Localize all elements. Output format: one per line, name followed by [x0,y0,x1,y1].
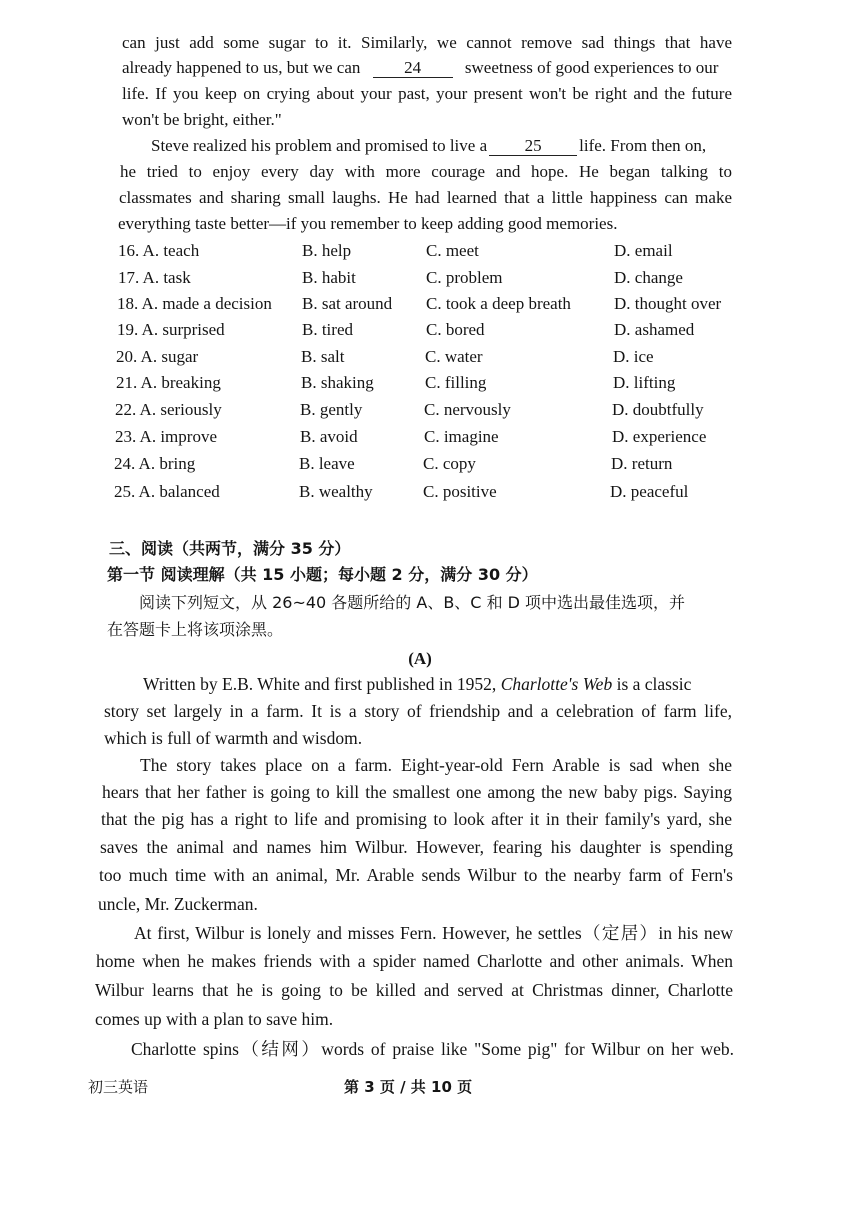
option-a: 20. A. sugar [116,347,199,366]
option-b: B. wealthy [299,482,373,501]
option-a: 23. A. improve [115,427,217,446]
passage-line: that the pig has a right to life and promising to look after it in their family's yard, she [101,809,732,829]
option-d: D. peaceful [610,482,689,501]
passage-line: classmates and sharing small laughs. He had learned that a little happiness can make [119,188,732,207]
section-subheading: 第一节 阅读理解（共 15 小题；每小题 2 分，满分 30 分） [107,565,538,584]
passage-line: which is full of warmth and wisdom. [104,728,363,748]
passage-line: saves the animal and names him Wilbur. However, fearing his daughter is spending [100,837,733,857]
passage-line [122,57,718,79]
option-d: D. thought over [614,294,722,313]
option-b: B. sat around [302,294,393,313]
option-c: C. water [425,347,483,366]
option-d: D. return [611,454,673,473]
option-d: D. ice [613,347,654,366]
passage-text: is a classic [616,674,692,694]
option-a: 24. A. bring [114,454,196,473]
option-a: 18. A. made a decision [117,294,272,313]
option-d: D. experience [612,427,707,446]
option-a: 16. A. teach [118,241,200,260]
blank-24: 24 [373,59,453,78]
option-c: C. filling [425,373,487,392]
option-b: B. habit [302,268,356,287]
option-c: C. nervously [424,400,511,419]
section-heading: 三、阅读（共两节，满分 35 分） [109,539,351,558]
passage-text: Steve realized his problem and promised to live a [151,136,488,155]
option-d: D. ashamed [614,320,695,339]
passage-line: too much time with an animal, Mr. Arable sends Wilbur to the nearby farm of Fern's [99,865,733,885]
passage-line: hears that her father is going to kill the smallest one among the new baby pigs. Saying [102,782,732,802]
passage-line: can just add some sugar to it. Similarly, we cannot remove sad things that have [122,33,732,52]
instruction-line: 阅读下列短文，从 26~40 各题所给的 A、B、C 和 D 项中选出最佳选项，并 [139,593,686,612]
passage-line: comes up with a plan to save him. [95,1009,334,1029]
passage-line: home when he makes friends with a spider named Charlotte and other animals. When [96,951,733,971]
option-b: B. leave [299,454,355,473]
passage-text: life. From then on, [579,136,707,155]
option-b: B. shaking [301,373,374,392]
option-d: D. change [614,268,683,287]
option-d: D. email [614,241,673,260]
option-b: B. tired [302,320,353,339]
blank-25: 25 [489,137,577,156]
option-a: 22. A. seriously [115,400,222,419]
passage-line: The story takes place on a farm. Eight-year-old Fern Arable is sad when she [140,755,732,775]
instruction-line: 在答题卡上将该项涂黑。 [107,620,284,639]
option-a: 19. A. surprised [117,320,225,339]
option-c: C. copy [423,454,476,473]
passage-line [151,135,706,157]
passage-line: won't be bright, either." [122,110,282,129]
option-b: B. gently [300,400,363,419]
option-a: 25. A. balanced [114,482,220,501]
passage-label: (A) [408,649,432,668]
option-d: D. lifting [613,373,676,392]
passage-line: he tried to enjoy every day with more courage and hope. He began talking to [120,162,732,181]
passage-line: Wilbur learns that he is going to be killed and served at Christmas dinner, Charlotte [95,980,733,1000]
passage-line: At first, Wilbur is lonely and misses Fern. However, he settles（定居）in his new [134,923,733,943]
book-title: Charlotte's Web [500,674,613,694]
passage-line: uncle, Mr. Zuckerman. [98,894,258,914]
option-c: C. positive [423,482,497,501]
option-b: B. salt [301,347,345,366]
option-b: B. help [302,241,352,260]
option-b: B. avoid [300,427,358,446]
passage-text: already happened to us, but we can [122,58,361,77]
option-c: C. took a deep breath [426,294,571,313]
passage-text: sweetness of good experiences to our [464,58,719,77]
passage-line [143,673,691,695]
passage-line: life. If you keep on crying about your past, your present won't be right and the future [122,84,732,103]
option-c: C. problem [426,268,503,287]
passage-line: story set largely in a farm. It is a story of friendship and a celebration of farm life, [104,701,732,721]
option-c: C. imagine [424,427,499,446]
option-c: C. bored [426,320,485,339]
option-c: C. meet [426,241,479,260]
passage-line: Charlotte spins（结网）words of praise like "Some pig" for Wilbur on her web. [131,1039,734,1059]
passage-line: everything taste better—if you remember to keep adding good memories. [118,214,618,233]
page-number: 第 3 页 / 共 10 页 [344,1078,473,1096]
footer-subject: 初三英语 [88,1078,149,1096]
passage-text: Written by E.B. White and first published in 1952, [143,674,497,694]
option-a: 21. A. breaking [116,373,221,392]
option-a: 17. A. task [118,268,191,287]
option-d: D. doubtfully [612,400,704,419]
